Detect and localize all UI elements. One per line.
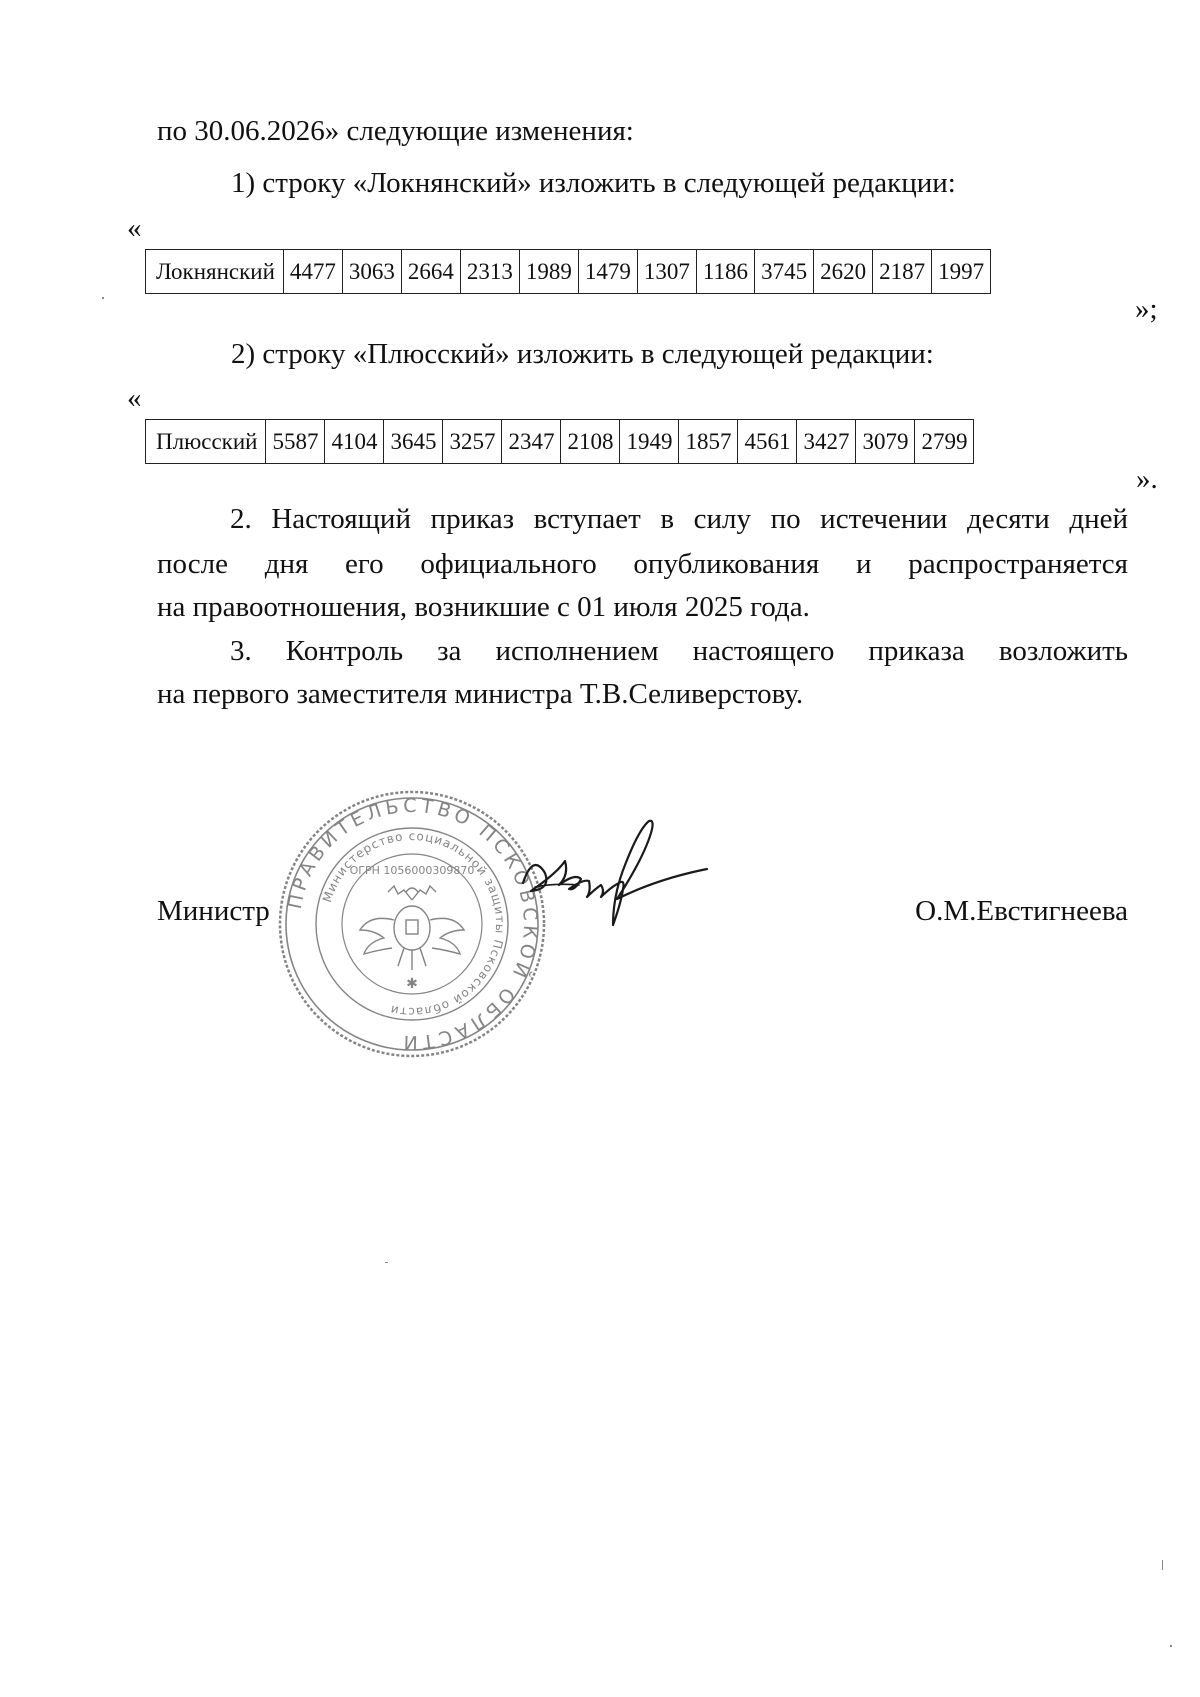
point-2-line-1: 2. Настоящий приказ вступает в силу по истечении десяти дней [230,503,1128,535]
seal-inner-text: Министерство социальной защиты Псковской области [319,828,508,1020]
table-cell: 1857 [679,420,738,464]
table-cell: 1949 [620,420,679,464]
table-cell: 2313 [460,250,519,294]
scan-speck [102,297,104,299]
point-2-line-2: после дня его официального опубликования и распространяется [157,548,1128,580]
table-cell: 3079 [856,420,915,464]
signer-name: О.М.Евстигнеева [915,895,1128,927]
scan-speck [385,1262,388,1263]
seal-ogrn: ОГРН 1056000309870 [349,864,475,877]
table-row [146,250,991,294]
table-cell: 1307 [637,250,696,294]
item-2-close-quote: ». [1136,463,1158,495]
item-1-close-quote: »; [1135,293,1158,325]
table-cell: 2187 [873,250,932,294]
table-cell: 2108 [561,420,620,464]
table-cell: 3645 [384,420,443,464]
table-plyussky [145,419,974,464]
point-3-line-2: на первого заместителя министра Т.В.Селиверстову. [157,678,804,710]
table-cell: 1989 [519,250,578,294]
table-row [146,420,974,464]
table-cell: 3257 [443,420,502,464]
position-title: Министр [157,895,270,927]
table-cell: 1479 [578,250,637,294]
item-1-text: 1) строку «Локнянский» изложить в следующей редакции: [231,167,956,199]
table-cell: 2664 [401,250,460,294]
table-cell-district: Локнянский [146,250,284,294]
table-cell: 4104 [325,420,384,464]
table-cell: 2620 [814,250,873,294]
table-cell: 1997 [932,250,991,294]
table-cell: 4477 [283,250,342,294]
point-3-line-1: 3. Контроль за исполнением настоящего приказа возложить [230,635,1128,667]
table-cell: 2347 [502,420,561,464]
table-cell: 3745 [755,250,814,294]
scan-speck [1162,1560,1163,1570]
table-cell: 5587 [266,420,325,464]
table-cell: 4561 [738,420,797,464]
item-1-open-quote: « [127,212,142,244]
intro-line: по 30.06.2026» следующие изменения: [157,115,634,147]
table-cell: 3427 [797,420,856,464]
handwritten-signature [505,795,725,965]
table-cell: 1186 [696,250,754,294]
point-2-line-3: на правоотношения, возникшие с 01 июля 2025 года. [157,591,810,623]
item-2-open-quote: « [127,382,142,414]
scan-speck [1170,1645,1172,1647]
star-icon: ✱ [406,976,418,992]
seal-outer-text: ПРАВИТЕЛЬСТВО ПСКОВСКОЙ ОБЛАСТИ [283,794,542,1054]
item-2-text: 2) строку «Плюсский» изложить в следующей редакции: [231,338,934,370]
table-cell: 3063 [342,250,401,294]
table-cell-district: Плюсский [146,420,266,464]
coat-of-arms-icon [360,886,464,970]
table-loknyansky [145,249,991,294]
table-cell: 2799 [915,420,974,464]
